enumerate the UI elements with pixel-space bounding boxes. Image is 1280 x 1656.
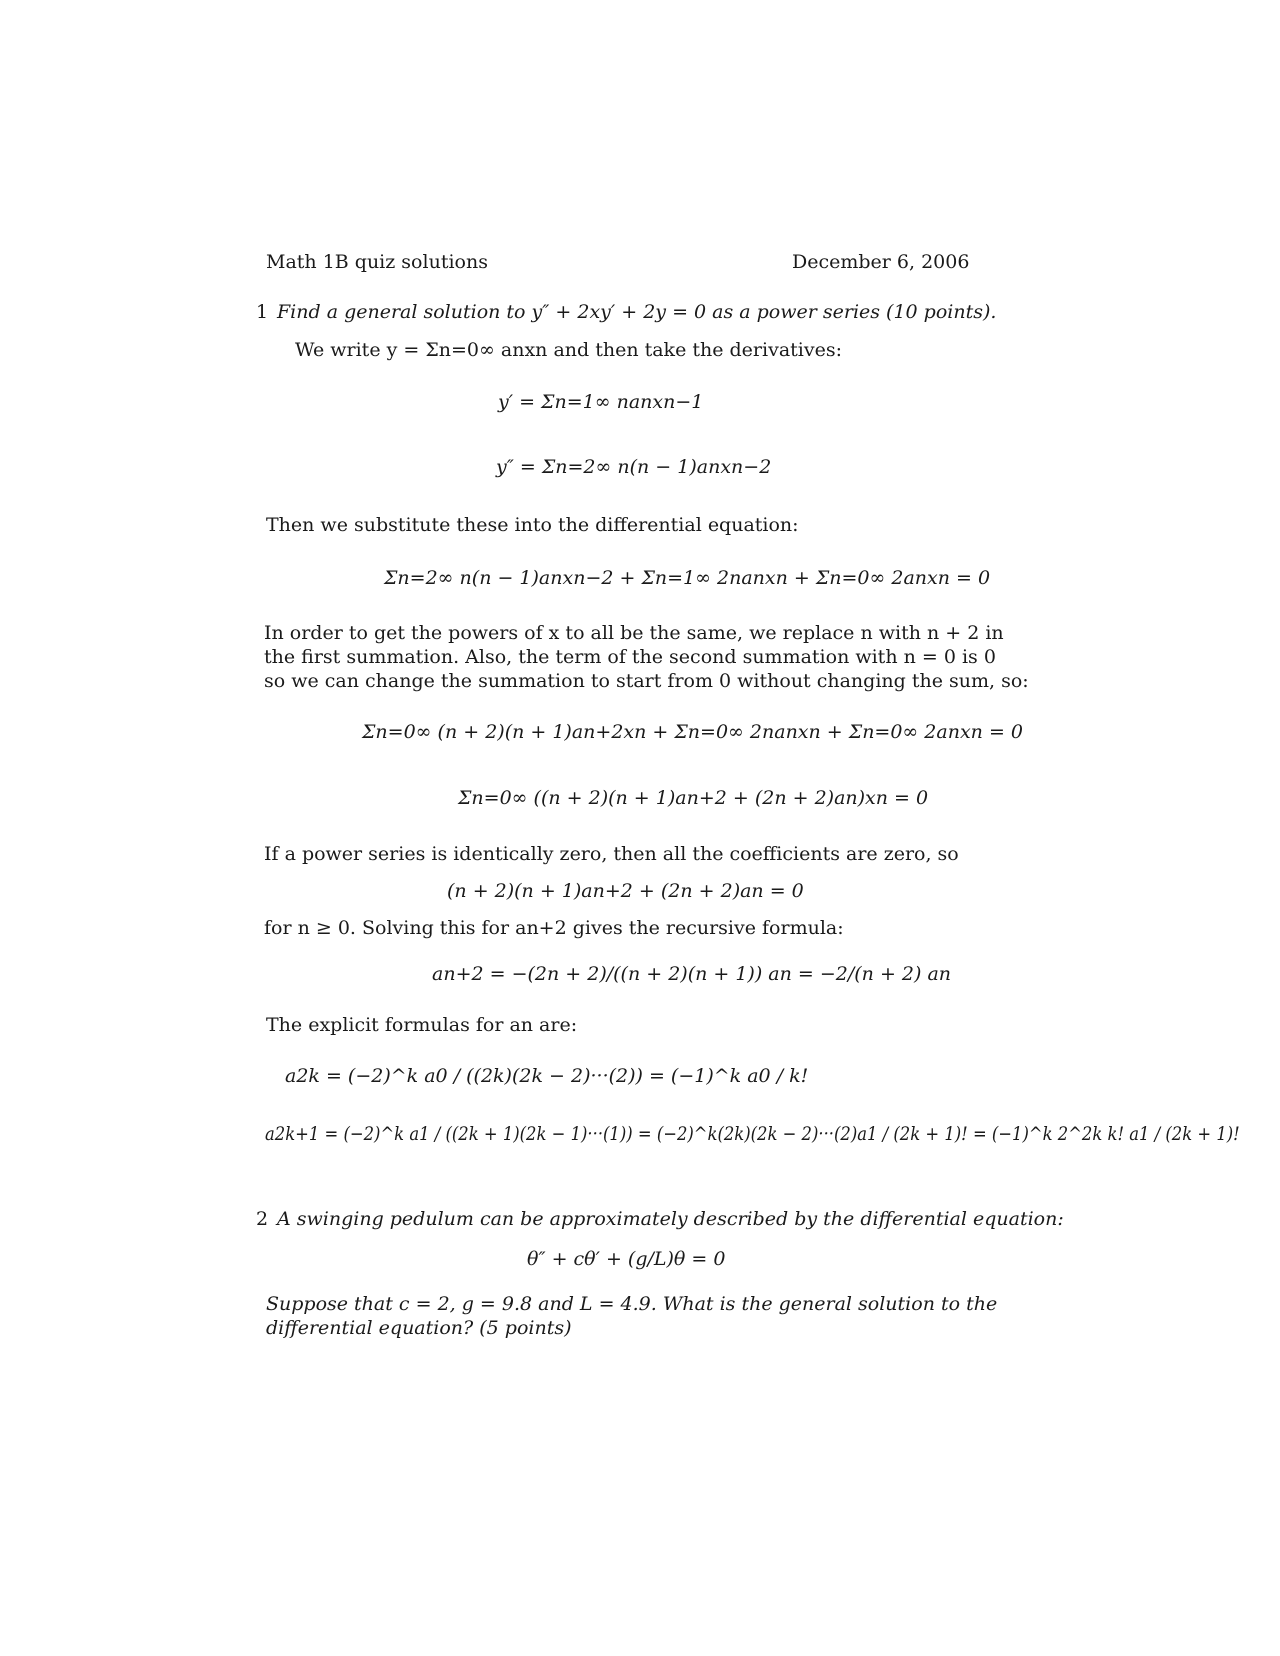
recursion-text: for n ≥ 0. Solving this for an+2 gives the recursive formula: (264, 917, 844, 939)
even-coefficient-formula: a2k = (−2)^k a0 / ((2k)(2k − 2)···(2)) = (−1)^k a0 / k! (285, 1065, 809, 1087)
pendulum-equation: θ″ + cθ′ + (g/L)θ = 0 (527, 1248, 726, 1270)
derivative-y-double-prime: y″ = Σn=2∞ n(n − 1)anxn−2 (496, 456, 772, 478)
course-title: Math 1B quiz solutions (266, 251, 488, 273)
shifted-equation-2: Σn=0∞ ((n + 2)(n + 1)an+2 + (2n + 2)an)xn = 0 (458, 787, 929, 809)
shift-paragraph-line-3: so we can change the summation to start from 0 without changing the sum, so: (264, 670, 1029, 692)
problem-1-intro: We write y = Σn=0∞ anxn and then take the derivatives: (295, 339, 842, 361)
coefficient-equation: (n + 2)(n + 1)an+2 + (2n + 2)an = 0 (447, 880, 804, 902)
problem-1-number: 1 (256, 301, 269, 323)
problem-2-statement: A swinging pedulum can be approximately described by the differential equation: (277, 1208, 1064, 1230)
problem-1-statement: Find a general solution to y″ + 2xy′ + 2y = 0 as a power series (10 points). (277, 301, 997, 323)
shift-paragraph-line-1: In order to get the powers of x to all be the same, we replace n with n + 2 in (264, 622, 1004, 644)
derivative-y-prime: y′ = Σn=1∞ nanxn−1 (498, 391, 704, 413)
problem-2-question-line-1: Suppose that c = 2, g = 9.8 and L = 4.9. What is the general solution to the (266, 1293, 998, 1315)
zero-coefficients-text: If a power series is identically zero, then all the coefficients are zero, so (264, 843, 959, 865)
shift-paragraph-line-2: the first summation. Also, the term of the second summation with n = 0 is 0 (264, 646, 996, 668)
quiz-date: December 6, 2006 (792, 251, 970, 273)
substitute-text: Then we substitute these into the differential equation: (266, 514, 799, 536)
problem-2-number: 2 (256, 1208, 269, 1230)
odd-coefficient-formula: a2k+1 = (−2)^k a1 / ((2k + 1)(2k − 1)···(1)) = (−2)^k(2k)(2k − 2)···(2)a1 / (2k + 1)! = (−1)^k 2^2k k! a1 / (2k + 1)! (265, 1123, 1240, 1145)
recursion-formula: an+2 = −(2n + 2)/((n + 2)(n + 1)) an = −2/(n + 2) an (432, 963, 952, 985)
shifted-equation-1: Σn=0∞ (n + 2)(n + 1)an+2xn + Σn=0∞ 2nanxn + Σn=0∞ 2anxn = 0 (362, 721, 1023, 743)
explicit-formulas-text: The explicit formulas for an are: (266, 1014, 578, 1036)
substituted-equation: Σn=2∞ n(n − 1)anxn−2 + Σn=1∞ 2nanxn + Σn=0∞ 2anxn = 0 (384, 567, 991, 589)
problem-2-question-line-2: differential equation? (5 points) (266, 1317, 572, 1339)
